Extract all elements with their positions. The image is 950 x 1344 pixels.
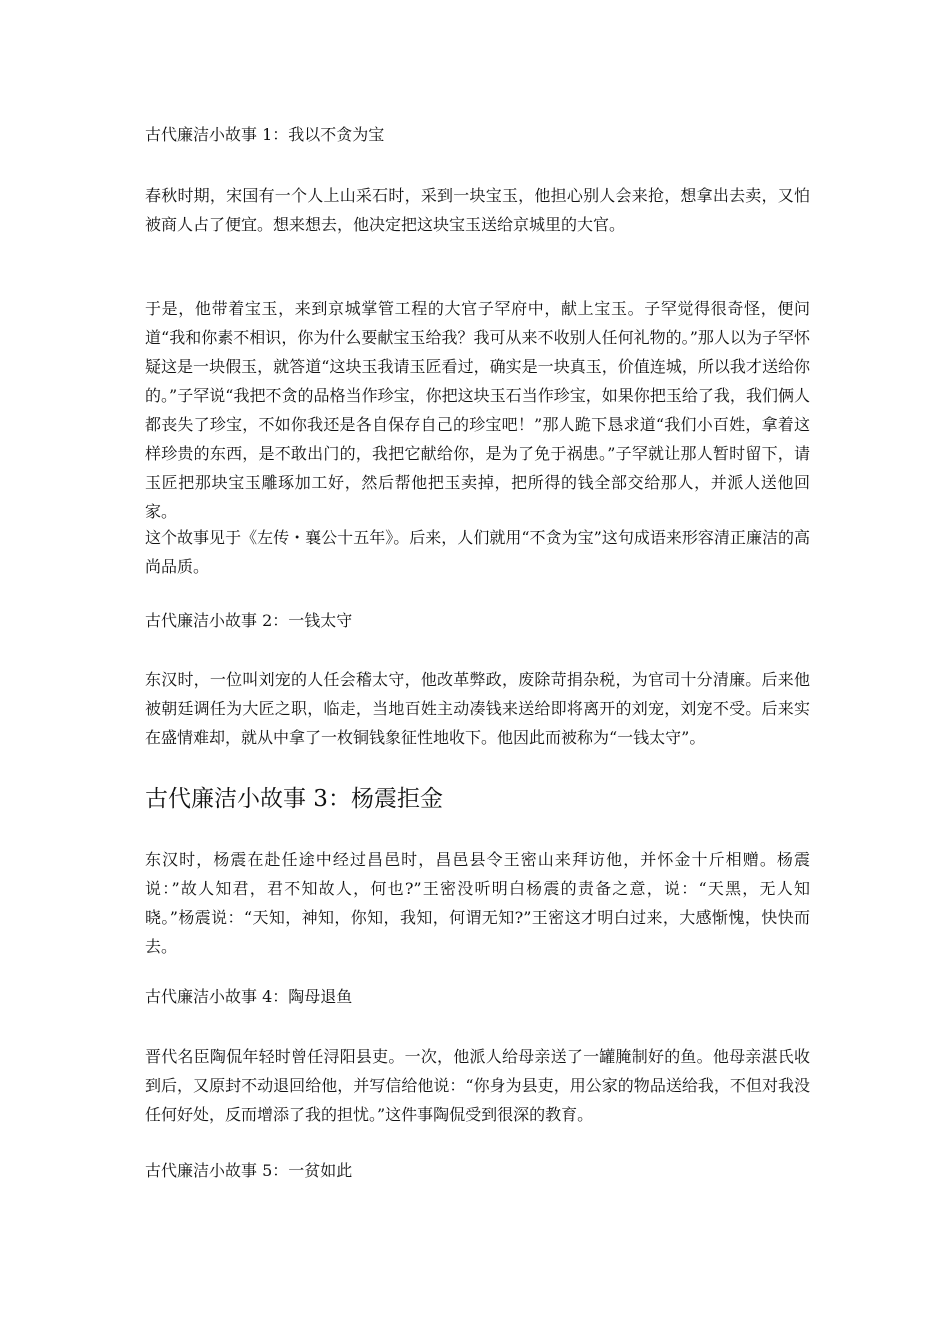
section-3-heading: 古代廉洁小故事 3：杨震拒金 [145,786,443,812]
section-2-heading: 古代廉洁小故事 2：一钱太守 [145,611,353,630]
section-3-paragraph-1: 东汉时，杨震在赴任途中经过昌邑时，昌邑县令王密山来拜访他，并怀金十斤相赠。杨震说：”故人知君，君不知故人，何也?”王密没听明白杨震的责备之意，说：“天黑，无人知晓。”杨震说：“天知，神知，你知，我知，何谓无知?”王密这才明白过来，大感惭愧，快快而去。 [145,850,810,956]
section-1-heading: 古代廉洁小故事 1：我以不贪为宝 [145,125,385,144]
section-1-paragraph-3: 这个故事见于《左传・襄公十五年》。后来，人们就用“不贪为宝”这句成语来形容清正廉洁的高尚品质。 [145,528,810,576]
section-5-heading: 古代廉洁小故事 5：一贫如此 [145,1161,353,1180]
section-1-paragraph-2: 于是，他带着宝玉，来到京城掌管工程的大官子罕府中，献上宝玉。子罕觉得很奇怪，便问道“我和你素不相识，你为什么要献宝玉给我？我可从来不收别人任何礼物的。”那人以为子罕怀疑这是一块假玉，就答道“这块玉我请玉匠看过，确实是一块真玉，价值连城，所以我才送给你的。”子罕说“我把不贪的品格当作珍宝，你把这块玉石当作珍宝，如果你把玉给了我，我们俩人都丧失了珍宝，不如你我还是各自保存自己的珍宝吧！”那人跪下恳求道“我们小百姓，拿着这样珍贵的东西，是不敢出门的，我把它献给你，是为了免于祸患。”子罕就让那人暂时留下，请玉匠把那块宝玉雕琢加工好，然后帮他把玉卖掉，把所得的钱全部交给那人，并派人送他回家。 [145,299,810,521]
section-2-paragraph-1: 东汉时，一位叫刘宠的人任会稽太守，他改革弊政，废除苛捐杂税，为官司十分清廉。后来他被朝廷调任为大匠之职，临走，当地百姓主动凑钱来送给即将离开的刘宠，刘宠不受。后来实在盛情难却，就从中拿了一枚铜钱象征性地收下。他因此而被称为“一钱太守”。 [145,670,810,747]
section-4-paragraph-1: 晋代名臣陶侃年轻时曾任浔阳县吏。一次，他派人给母亲送了一罐腌制好的鱼。他母亲湛氏收到后，又原封不动退回给他，并写信给他说：“你身为县吏，用公家的物品送给我，不但对我没任何好处，反而增添了我的担忧。”这件事陶侃受到很深的教育。 [145,1047,810,1124]
section-4-heading: 古代廉洁小故事 4：陶母退鱼 [145,987,353,1006]
section-1-paragraph-1: 春秋时期，宋国有一个人上山采石时，采到一块宝玉，他担心别人会来抢，想拿出去卖，又怕被商人占了便宜。想来想去，他决定把这块宝玉送给京城里的大官。 [145,186,810,234]
